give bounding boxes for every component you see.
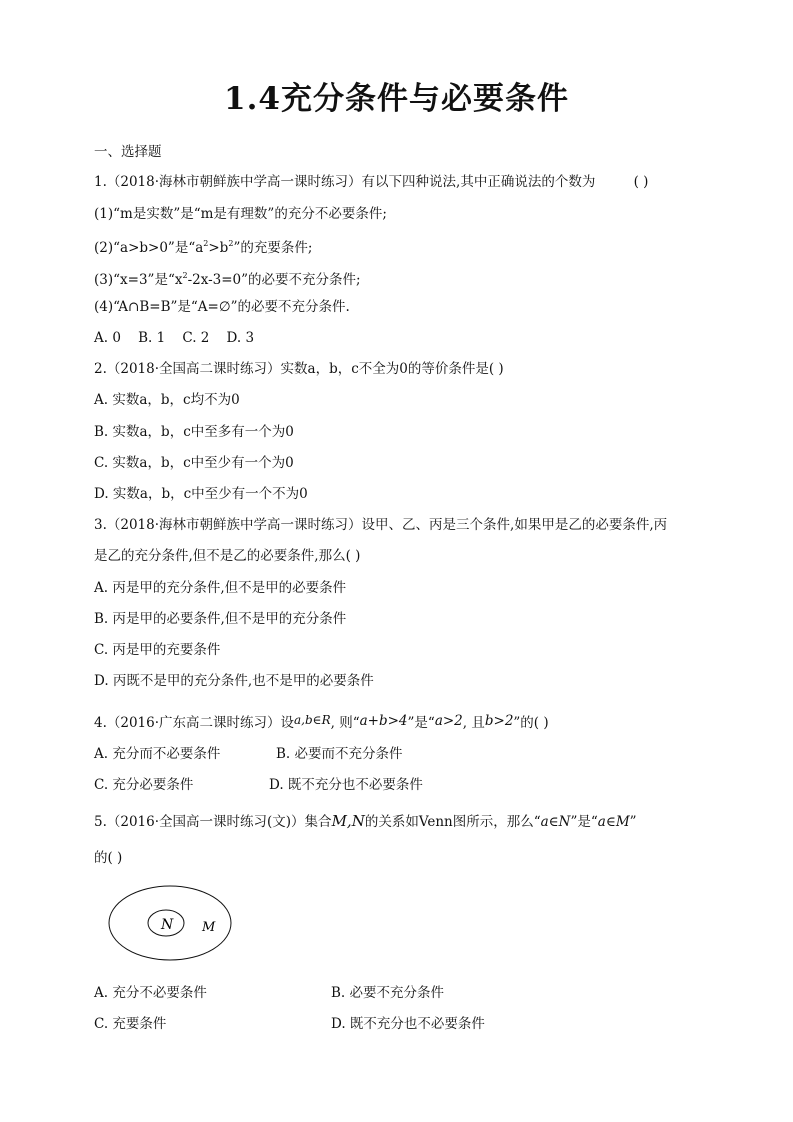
q4-expr-2: a>2 xyxy=(434,713,463,729)
q1-stem-text: 1.（2018·海林市朝鲜族中学高一课时练习）有以下四种说法,其中正确说法的个数为 xyxy=(94,174,596,190)
q4-stem-a: 4.（2016·广东高二课时练习）设 xyxy=(94,715,295,731)
q4-expr-1: a+b>4 xyxy=(359,713,408,729)
q1-s3-part-b: -2x-3=0”的必要不充分条件; xyxy=(187,272,361,288)
q3-option-a: A. 丙是甲的充分条件,但不是甲的必要条件 xyxy=(94,580,347,596)
venn-label-n: N xyxy=(161,917,174,933)
q1-s3-sup: 2 xyxy=(182,271,188,280)
q5-option-b: B. 必要不充分条件 xyxy=(331,985,445,1001)
q5-expr-2: a∈M xyxy=(597,814,630,830)
q3-stem-line-2: 是乙的充分条件,但不是乙的必要条件,那么( ) xyxy=(94,548,361,564)
q4-stem-c: ”是“ xyxy=(407,715,435,731)
q5-expr-1: a∈N xyxy=(540,814,571,830)
q4-stem xyxy=(94,711,549,732)
q1-s2-part-c: ”的充要条件; xyxy=(233,240,313,256)
venn-diagram xyxy=(106,883,236,963)
q5-stem-line-1 xyxy=(94,812,637,831)
q1-options: A. 0 B. 1 C. 2 D. 3 xyxy=(94,330,255,346)
q4-expr-3: b>2 xyxy=(484,713,514,729)
q2-stem: 2.（2018·全国高二课时练习）实数a，b，c不全为0的等价条件是( ) xyxy=(94,361,504,377)
q4-option-b: B. 必要而不充分条件 xyxy=(276,746,403,762)
q1-statement-2 xyxy=(94,235,312,257)
q2-option-a: A. 实数a，b，c均不为0 xyxy=(94,392,240,408)
q4-cond-formula: a,b∈R xyxy=(294,713,331,727)
q3-option-b: B. 丙是甲的必要条件,但不是甲的充分条件 xyxy=(94,611,347,627)
q5-stem-line-2: 的( ) xyxy=(94,850,123,866)
q1-stem xyxy=(94,173,648,191)
q4-option-a: A. 充分而不必要条件 xyxy=(94,746,221,762)
q5-option-d: D. 既不充分也不必要条件 xyxy=(331,1016,485,1032)
q1-s2-sup-2: 2 xyxy=(228,239,234,248)
q3-stem-line-1: 3.（2018·海林市朝鲜族中学高一课时练习）设甲、乙、丙是三个条件,如果甲是乙的必要条件,丙 xyxy=(94,517,668,533)
q4-option-d: D. 既不充分也不必要条件 xyxy=(269,777,423,793)
section-heading: 一、选择题 xyxy=(94,144,162,160)
q3-option-c: C. 丙是甲的充要条件 xyxy=(94,642,221,658)
q1-s3-part-a: (3)“x=3”是“x xyxy=(94,272,183,288)
page-title: 1.4充分条件与必要条件 xyxy=(224,81,569,117)
q1-s2-sup-1: 2 xyxy=(203,239,209,248)
q2-option-c: C. 实数a，b，c中至少有一个为0 xyxy=(94,455,294,471)
q4-stem-e: ”的( ) xyxy=(513,715,549,731)
q4-stem-d: , 且 xyxy=(462,715,485,731)
q5-stem-a: 5.（2016·全国高一课时练习(文)）集合 xyxy=(94,814,332,830)
q5-stem-b: 的关系如Venn图所示，那么“ xyxy=(364,814,541,830)
q1-statement-1: (1)“m是实数”是“m是有理数”的充分不必要条件; xyxy=(94,206,387,222)
q4-stem-b: , 则“ xyxy=(330,715,360,731)
q1-paren: ( ) xyxy=(633,174,649,190)
q5-stem-c: ”是“ xyxy=(570,814,598,830)
q2-option-b: B. 实数a，b，c中至多有一个为0 xyxy=(94,424,294,440)
q1-s2-part-a: (2)“a>b>0”是“a xyxy=(94,240,204,256)
q3-option-d: D. 丙既不是甲的充分条件,也不是甲的必要条件 xyxy=(94,673,374,689)
q1-statement-3 xyxy=(94,267,361,289)
q2-option-d: D. 实数a，b，c中至少有一个不为0 xyxy=(94,486,308,502)
venn-label-m: M xyxy=(202,920,216,935)
q4-option-c: C. 充分必要条件 xyxy=(94,777,194,793)
q1-s2-part-b: >b xyxy=(208,240,229,256)
q5-option-c: C. 充要条件 xyxy=(94,1016,167,1032)
q5-option-a: A. 充分不必要条件 xyxy=(94,985,207,1001)
q1-statement-4: (4)“A∩B=B”是“A=∅”的必要不充分条件. xyxy=(94,299,350,315)
q5-stem-d: ” xyxy=(629,814,637,830)
q5-sets: M,N xyxy=(331,812,365,830)
